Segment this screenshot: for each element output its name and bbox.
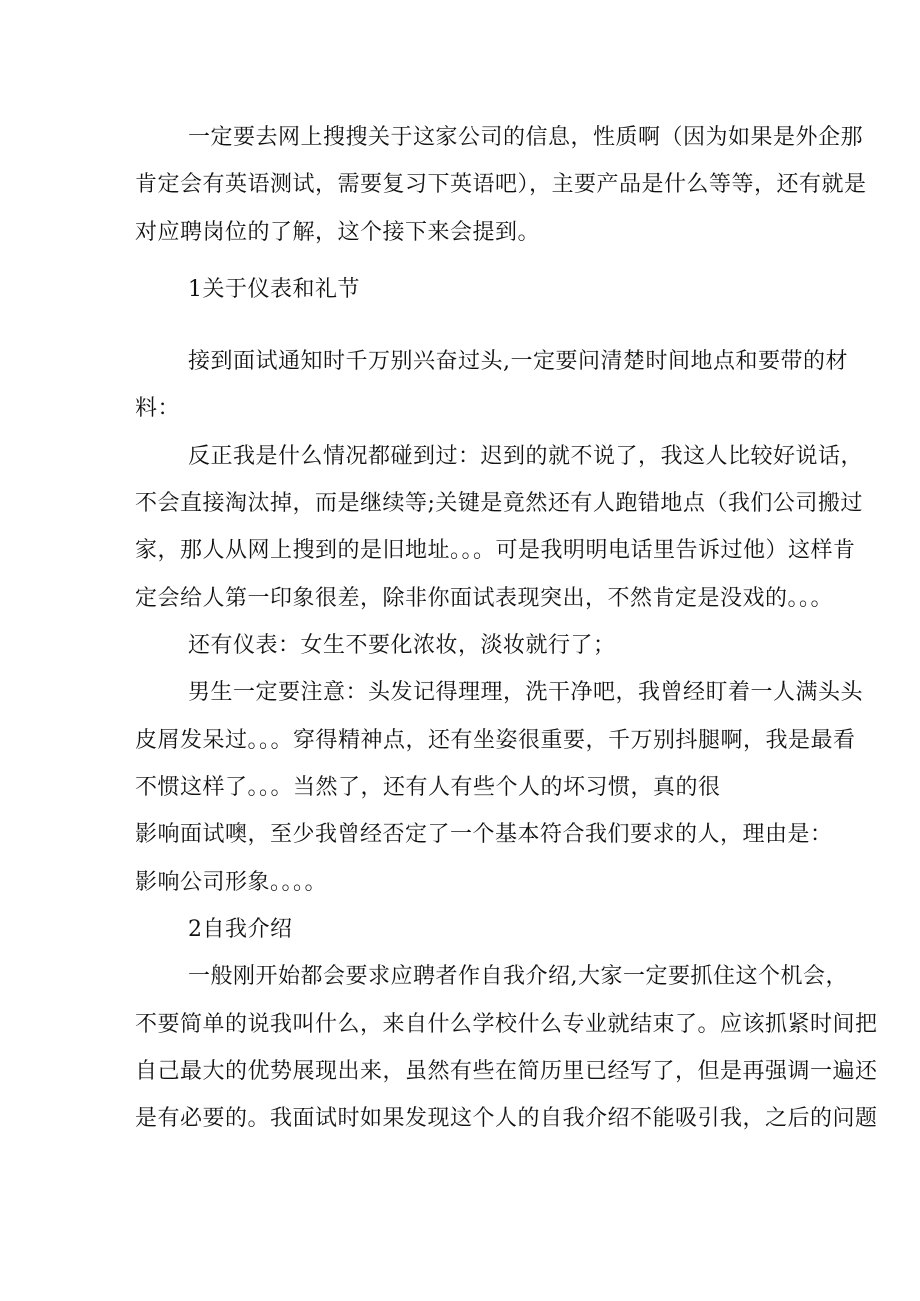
paragraph-line: 一定要去网上搜搜关于这家公司的信息，性质啊（因为如果是外企那 <box>188 125 864 150</box>
paragraph-line: 对应聘岗位的了解，这个接下来会提到。 <box>135 220 541 245</box>
paragraph-line: 影响公司形象。。。。 <box>135 870 328 895</box>
paragraph-line: 一般刚开始都会要求应聘者作自我介绍,大家一定要抓住这个机会， <box>188 964 848 989</box>
paragraph-line: 不会直接淘汰掉，而是继续等;关键是竟然还有人跑错地点（我们公司搬过 <box>135 491 863 516</box>
paragraph-line: 是有必要的。我面试时如果发现这个人的自我介绍不能吸引我，之后的问题 <box>135 1106 878 1131</box>
paragraph-line: 反正我是什么情况都碰到过：迟到的就不说了，我这人比较好说话， <box>188 444 864 469</box>
paragraph-line: 接到面试通知时千万别兴奋过头,一定要问清楚时间地点和要带的材 <box>188 349 848 374</box>
paragraph-line: 男生一定要注意：头发记得理理，洗干净吧，我曾经盯着一人满头头 <box>188 680 864 705</box>
paragraph-line: 肯定会有英语测试，需要复习下英语吧），主要产品是什么等等，还有就是 <box>135 172 867 197</box>
paragraph-line: 料： <box>135 396 181 421</box>
section-heading: 2自我介绍 <box>188 917 293 942</box>
paragraph-line: 不要简单的说我叫什么，来自什么学校什么专业就结束了。应该抓紧时间把 <box>135 1012 878 1037</box>
paragraph-line: 还有仪表：女生不要化浓妆，淡妆就行了； <box>188 633 616 658</box>
paragraph-line: 皮屑发呆过。。。穿得精神点，还有坐姿很重要，千万别抖腿啊，我是最看 <box>135 728 856 753</box>
section-heading: 1关于仪表和礼节 <box>188 277 360 302</box>
paragraph-line: 定会给人第一印象很差，除非你面试表现突出，不然肯定是没戏的。。。 <box>135 586 834 611</box>
paragraph-line: 自己最大的优势展现出来，虽然有些在简历里已经写了，但是再强调一遍还 <box>135 1059 878 1084</box>
paragraph-line: 家，那人从网上搜到的是旧地址。。。可是我明明电话里告诉过他）这样肯 <box>135 538 856 563</box>
paragraph-line: 不惯这样了。。。当然了，还有人有些个人的坏习惯，真的很 <box>135 775 721 800</box>
paragraph-line: 影响面试噢，至少我曾经否定了一个基本符合我们要求的人，理由是： <box>135 822 833 847</box>
